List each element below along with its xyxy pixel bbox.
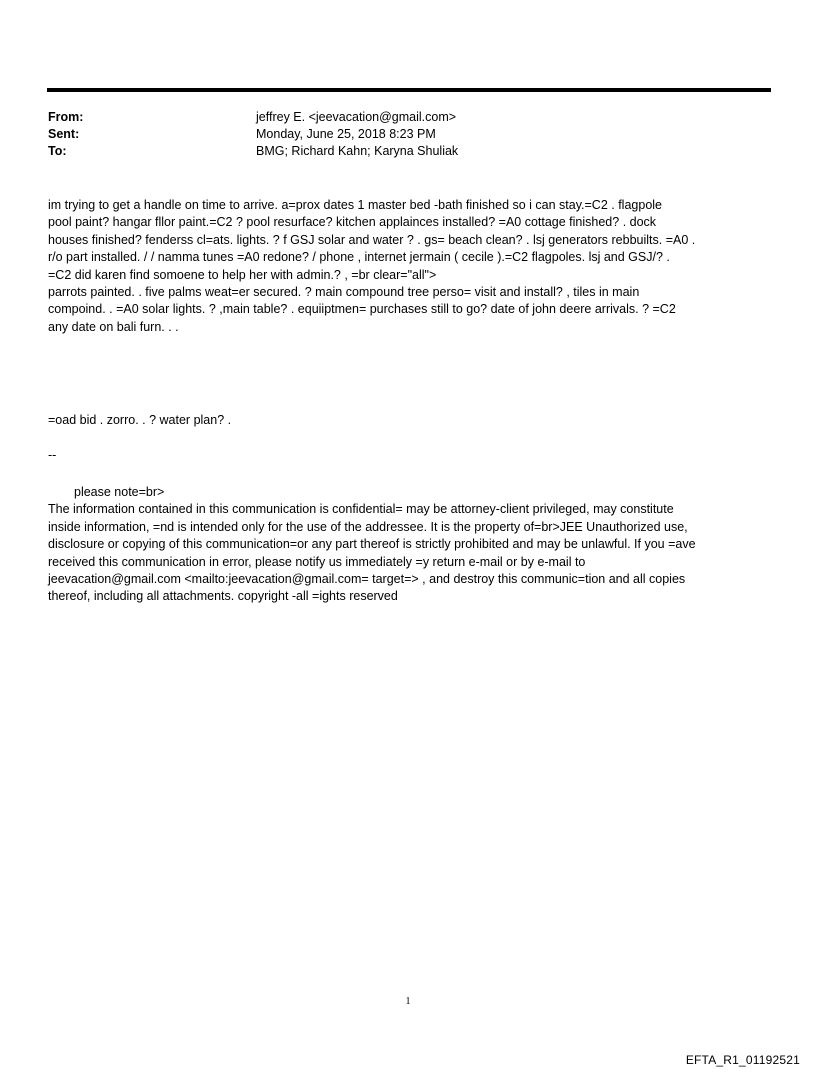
message-paragraph-2 bbox=[48, 412, 778, 429]
message-line: =oad bid . zorro. . ? water plan? . bbox=[48, 413, 232, 427]
disclaimer-line: disclosure or copying of this communication=or any part thereof is strictly prohibited and may be unlawful. If you =ave bbox=[48, 537, 696, 552]
disclaimer-block bbox=[48, 484, 778, 606]
disclaimer-line: received this communication in error, please notify us immediately =y return e-mail or by e-mail to bbox=[48, 554, 586, 569]
message-line: compoind. . =A0 solar lights. ? ,main table? . equiiptmen= purchases still to go? date of john deere arrivals. ? =C2 bbox=[48, 302, 676, 317]
disclaimer-line: thereof, including all attachments. copyright -all =ights reserved bbox=[48, 589, 398, 604]
message-line: parrots painted. . five palms weat=er secured. ? main compound tree perso= visit and install? , tiles in main bbox=[48, 284, 640, 299]
header-rule bbox=[47, 88, 771, 92]
disclaimer-line: inside information, =nd is intended only for the use of the addressee. It is the property of=br>JEE Unauthorized use, bbox=[48, 519, 688, 534]
page-number: 1 bbox=[405, 996, 411, 1007]
disclaimer-line: The information contained in this communication is confidential= may be attorney-client privileged, may constitute bbox=[48, 502, 674, 517]
to-value: BMG; Richard Kahn; Karyna Shuliak bbox=[256, 144, 459, 158]
disclaimer-line: jeevacation@gmail.com <mailto:jeevacation@gmail.com= target=> , and destroy this communic=tion and all copies bbox=[48, 571, 686, 586]
message-paragraph-1 bbox=[48, 197, 778, 336]
sent-label: Sent: bbox=[48, 127, 80, 141]
message-line: im trying to get a handle on time to arrive. a=prox dates 1 master bed -bath finished so i can stay.=C2 . flagpole bbox=[48, 198, 662, 212]
email-header bbox=[48, 109, 768, 160]
to-row bbox=[48, 143, 768, 160]
sent-row bbox=[48, 126, 768, 143]
message-line: =C2 did karen find somoene to help her with admin.? , =br clear="all"> bbox=[48, 267, 437, 282]
signature-dash: -- bbox=[48, 448, 57, 462]
sent-value: Monday, June 25, 2018 8:23 PM bbox=[256, 127, 436, 141]
note-line: please note=br> bbox=[74, 485, 165, 499]
bates-number: EFTA_R1_01192521 bbox=[685, 1053, 800, 1067]
to-label: To: bbox=[48, 144, 67, 158]
message-line: r/o part installed. / / namma tunes =A0 redone? / phone , internet jermain ( cecile ).=C2 flagpoles. lsj and GSJ/? . bbox=[48, 250, 670, 265]
message-line: any date on bali furn. . . bbox=[48, 319, 179, 334]
message-line: houses finished? fenderss cl=ats. lights. ? f GSJ solar and water ? . gs= beach clean? . lsj generators rebbuilts. =A0 . bbox=[48, 232, 696, 247]
from-label: From: bbox=[48, 110, 84, 124]
signature-separator bbox=[48, 447, 778, 464]
from-value: jeffrey E. <jeevacation@gmail.com> bbox=[256, 110, 457, 124]
from-row bbox=[48, 109, 768, 126]
message-line: pool paint? hangar fllor paint.=C2 ? pool resurface? kitchen applainces installed? =A0 cottage finished? . dock bbox=[48, 215, 657, 230]
